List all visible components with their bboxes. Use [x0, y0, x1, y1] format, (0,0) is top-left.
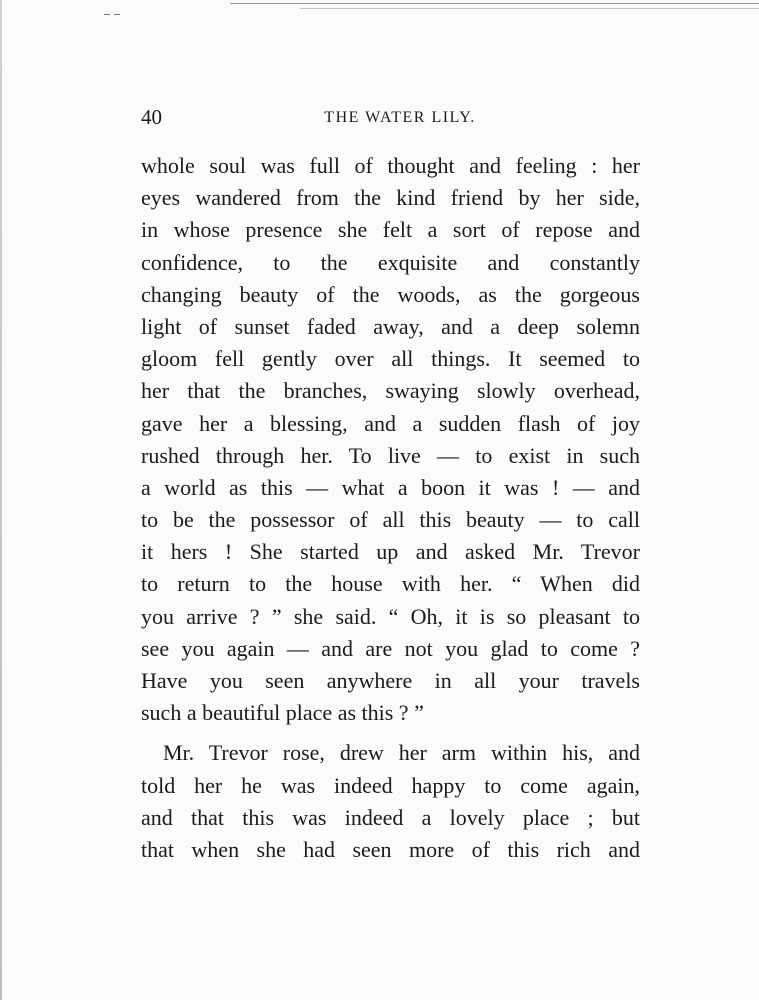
scan-mark — [114, 14, 120, 15]
text-line: rushed through her. To live — to exist in such — [141, 442, 640, 468]
running-title: THE WATER LILY. — [324, 109, 476, 126]
page-number: 40 — [141, 105, 162, 129]
text-line: that when she had seen more of this rich and — [141, 836, 640, 862]
text-line: light of sunset faded away, and a deep solemn — [141, 313, 640, 339]
scan-top-rule-secondary — [300, 8, 759, 9]
text-line: to return to the house with her. “ When did — [141, 571, 640, 597]
page-header — [141, 104, 641, 130]
text-line: changing beauty of the woods, as the gorgeous — [141, 281, 640, 307]
text-line: gave her a blessing, and a sudden flash of joy — [141, 410, 640, 436]
text-line: to be the possessor of all this beauty — to call — [141, 507, 640, 533]
paragraph-1 — [141, 150, 640, 729]
text-line: Mr. Trevor rose, drew her arm within his, and — [163, 740, 640, 766]
text-line: gloom fell gently over all things. It seemed to — [141, 346, 640, 372]
text-line: whole soul was full of thought and feeling : her — [141, 153, 640, 178]
paragraph-2 — [141, 737, 640, 866]
scan-top-rule — [230, 3, 759, 4]
text-line: eyes wandered from the kind friend by her side, — [141, 185, 640, 211]
text-line: a world as this — what a boon it was ! — and — [141, 474, 640, 500]
text-line: it hers ! She started up and asked Mr. Trevor — [141, 539, 640, 565]
body-text — [141, 150, 640, 866]
text-line: confidence, to the exquisite and constantly — [141, 249, 640, 275]
text-line: in whose presence she felt a sort of repose and — [141, 217, 640, 243]
text-line: and that this was indeed a lovely place ; but — [141, 804, 640, 830]
text-line: such a beautiful place as this ? ” — [141, 700, 424, 726]
text-line: told her he was indeed happy to come again, — [141, 772, 640, 798]
text-line: see you again — and are not you glad to come ? — [141, 635, 640, 661]
text-line: you arrive ? ” she said. “ Oh, it is so pleasant to — [141, 603, 640, 629]
text-line: her that the branches, swaying slowly overhead, — [141, 378, 640, 404]
scan-left-edge — [0, 0, 2, 1000]
text-line: Have you seen anywhere in all your travels — [141, 668, 640, 693]
paragraph-gap — [141, 729, 640, 737]
scan-mark — [104, 14, 110, 15]
